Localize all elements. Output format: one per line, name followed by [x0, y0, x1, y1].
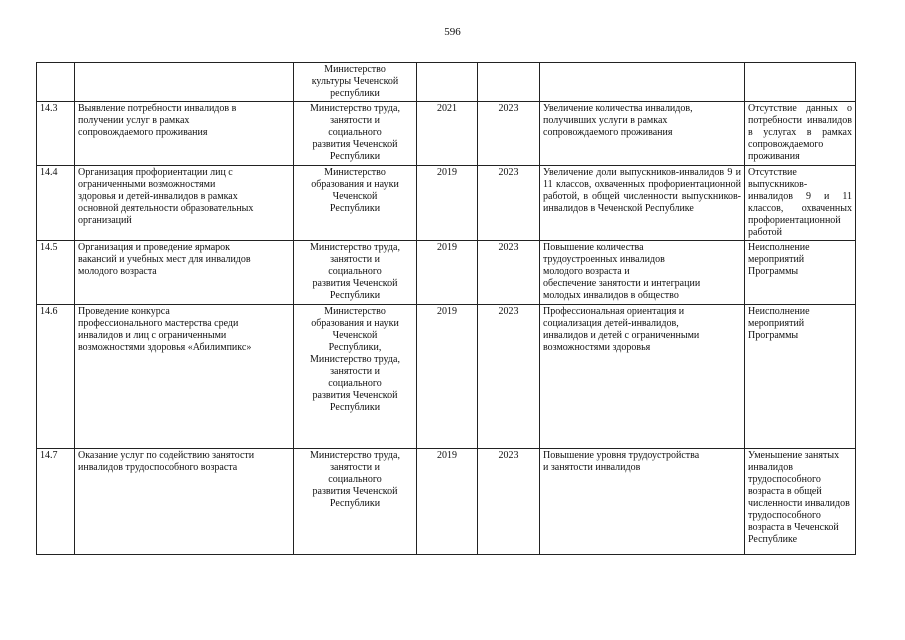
risk: Неисполнение мероприятий Программы — [745, 305, 856, 449]
end-year — [478, 63, 540, 102]
start-year: 2019 — [417, 166, 478, 241]
executor: Министерство образования и науки Чеченской Республики, Министерство труда, занятости и социального развития Чеченской Республики — [294, 305, 417, 449]
activity-name: Оказание услуг по содействию занятости инвалидов трудоспособного возраста — [75, 449, 294, 555]
activity-name — [75, 63, 294, 102]
table-row — [37, 449, 856, 555]
row-number: 14.6 — [37, 305, 75, 449]
risk: Уменьшение занятых инвалидов трудоспособного возраста в общей численности инвалидов трудоспособного возраста в Чеченской Республике — [745, 449, 856, 555]
end-year: 2023 — [478, 241, 540, 305]
expected-result: Увеличение доли выпускников-инвалидов 9 и 11 классов, охваченных профориентационной работой, в общей численности выпускников-инвалидов в Чеченской Республике — [540, 166, 745, 241]
start-year: 2019 — [417, 449, 478, 555]
activity-name: Организация профориентации лиц с ограниченными возможностями здоровья и детей-инвалидов в рамках основной деятельности образовательных организаций — [75, 166, 294, 241]
start-year: 2021 — [417, 102, 478, 166]
row-number — [37, 63, 75, 102]
activities-table — [36, 62, 856, 555]
expected-result — [540, 63, 745, 102]
end-year: 2023 — [478, 449, 540, 555]
start-year: 2019 — [417, 241, 478, 305]
end-year: 2023 — [478, 102, 540, 166]
executor: Министерство образования и науки Чеченской Республики — [294, 166, 417, 241]
activity-name: Организация и проведение ярмарок вакансий и учебных мест для инвалидов молодого возраста — [75, 241, 294, 305]
end-year: 2023 — [478, 305, 540, 449]
activity-name: Проведение конкурса профессионального мастерства среди инвалидов и лиц с ограниченными возможностями здоровья «Абилимпикс» — [75, 305, 294, 449]
risk — [745, 63, 856, 102]
page-number: 596 — [444, 26, 461, 38]
executor: Министерство труда, занятости и социального развития Чеченской Республики — [294, 102, 417, 166]
row-number: 14.4 — [37, 166, 75, 241]
table-row — [37, 241, 856, 305]
table-row — [37, 305, 856, 449]
expected-result: Профессиональная ориентация и социализация детей-инвалидов, инвалидов и детей с ограниченными возможностями здоровья — [540, 305, 745, 449]
activity-name: Выявление потребности инвалидов в получении услуг в рамках сопровождаемого проживания — [75, 102, 294, 166]
row-number: 14.5 — [37, 241, 75, 305]
executor: Министерство труда, занятости и социального развития Чеченской Республики — [294, 449, 417, 555]
executor: Министерство труда, занятости и социального развития Чеченской Республики — [294, 241, 417, 305]
expected-result: Повышение количества трудоустроенных инвалидов молодого возраста и обеспечение занятости и интеграции молодых инвалидов в общество — [540, 241, 745, 305]
executor: Министерство культуры Чеченской республики — [294, 63, 417, 102]
table-row — [37, 102, 856, 166]
table-row — [37, 63, 856, 102]
expected-result: Повышение уровня трудоустройства и занятости инвалидов — [540, 449, 745, 555]
expected-result: Увеличение количества инвалидов, получивших услуги в рамках сопровождаемого проживания — [540, 102, 745, 166]
end-year: 2023 — [478, 166, 540, 241]
table-row — [37, 166, 856, 241]
risk: Неисполнение мероприятий Программы — [745, 241, 856, 305]
start-year: 2019 — [417, 305, 478, 449]
row-number: 14.7 — [37, 449, 75, 555]
risk: Отсутствие выпускников- инвалидов 9 и 11 классов, охваченных профориентационной работой — [745, 166, 856, 241]
start-year — [417, 63, 478, 102]
row-number: 14.3 — [37, 102, 75, 166]
risk: Отсутствие данных о потребности инвалидов в услугах в рамках сопровождаемого проживания — [745, 102, 856, 166]
